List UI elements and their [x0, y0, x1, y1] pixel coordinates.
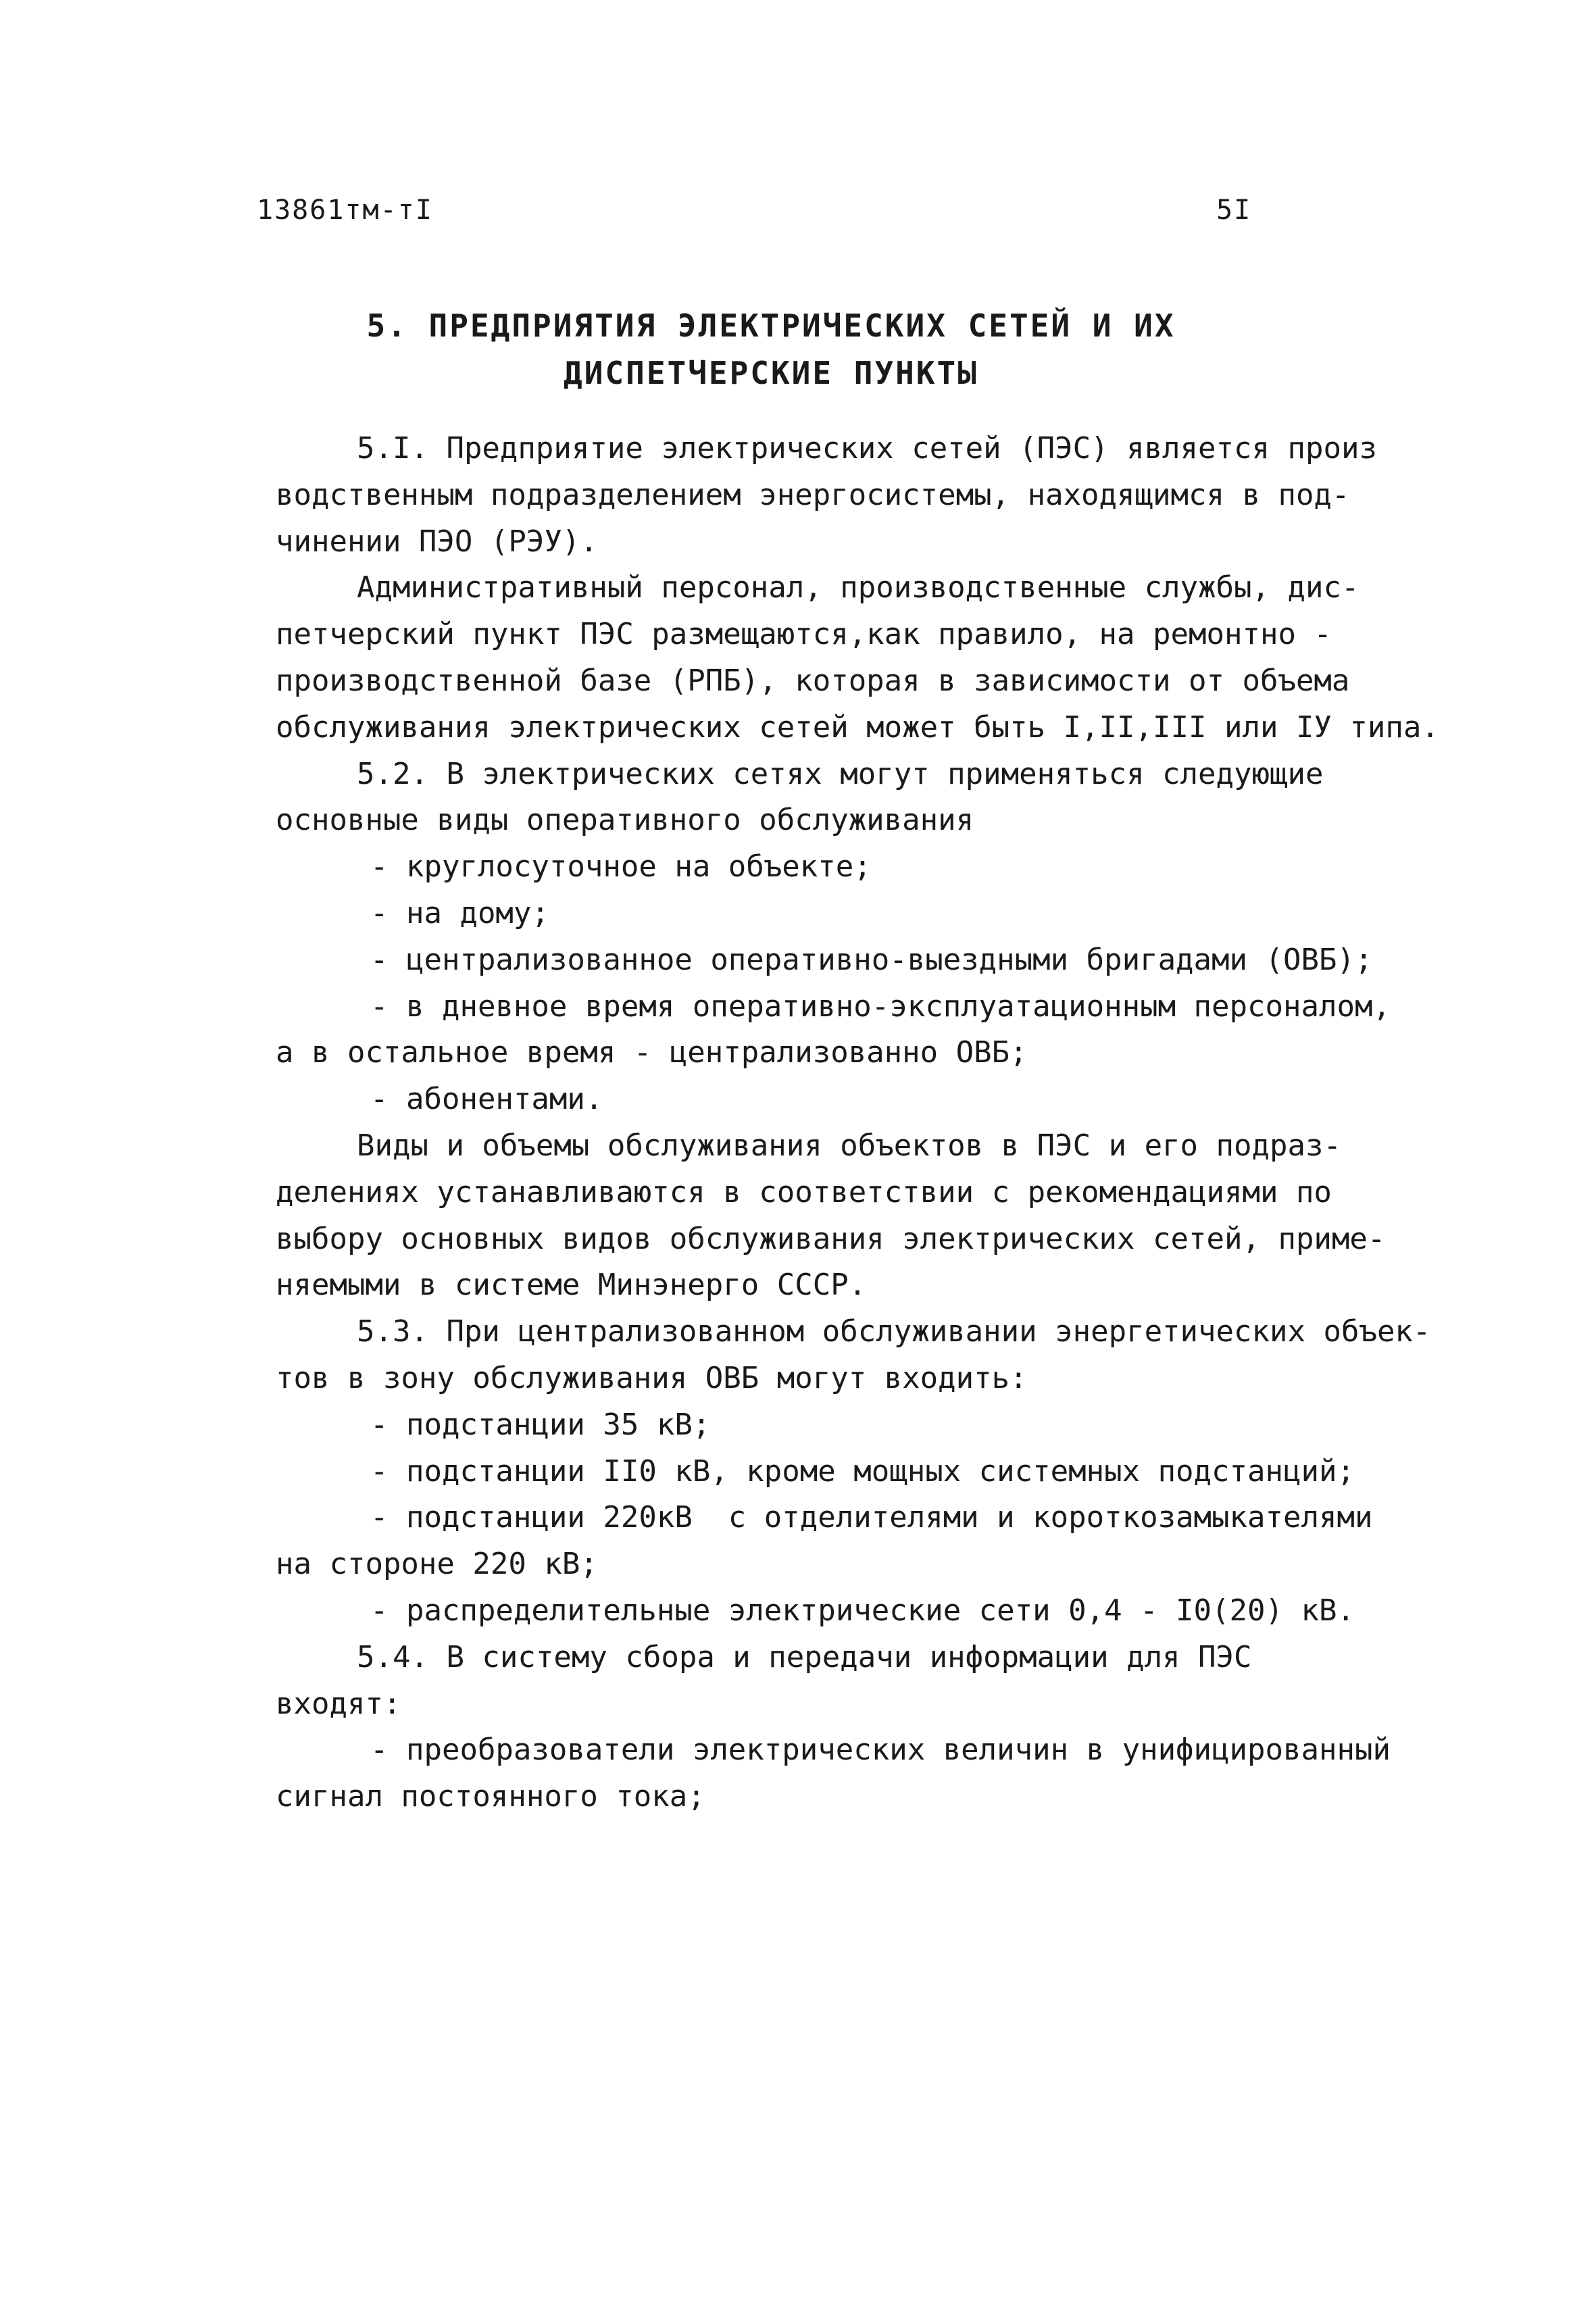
- list-item: - централизованное оперативно-выездными бригадами (ОВБ);: [370, 942, 1373, 977]
- paragraph-line: выбору основных видов обслуживания электрических сетей, приме-: [276, 1221, 1386, 1256]
- paragraph-line: тов в зону обслуживания ОВБ могут входить:: [276, 1360, 1028, 1395]
- paragraph-line: 5.4. В систему сбора и передачи информации для ПЭС: [357, 1639, 1252, 1674]
- paragraph-line: 5.I. Предприятие электрических сетей (ПЭС) является произ: [357, 431, 1377, 466]
- paragraph-line: на стороне 220 кВ;: [276, 1547, 598, 1582]
- paragraph-line: основные виды оперативного обслуживания: [276, 803, 974, 838]
- paragraph-line: няемыми в системе Минэнерго СССР.: [276, 1268, 867, 1303]
- body-text: [276, 426, 1438, 1820]
- page-number: 5I: [1216, 195, 1252, 226]
- paragraph-line: а в остальное время - централизованно ОВБ;: [276, 1035, 1028, 1070]
- paragraph-line: Виды и объемы обслуживания объектов в ПЭС и его подраз-: [357, 1128, 1341, 1163]
- list-item: - круглосуточное на объекте;: [370, 849, 872, 885]
- paragraph-line: Административный персонал, производственные службы, дис-: [357, 570, 1360, 605]
- list-item: - преобразователи электрических величин в унифицированный: [370, 1733, 1391, 1768]
- list-item: - распределительные электрические сети 0,4 - I0(20) кВ.: [370, 1593, 1355, 1628]
- list-item: - подстанции 35 кВ;: [370, 1407, 711, 1442]
- list-item: - абонентами.: [370, 1082, 603, 1117]
- list-item: - подстанции 220кВ с отделителями и короткозамыкателями: [370, 1500, 1373, 1535]
- paragraph-line: входят:: [276, 1686, 401, 1721]
- paragraph-line: 5.3. При централизованном обслуживании энергетических объек-: [357, 1314, 1431, 1349]
- paragraph-line: сигнал постоянного тока;: [276, 1779, 705, 1814]
- document-code: 13861тм-тI: [257, 195, 433, 226]
- list-item: - в дневное время оперативно-эксплуатационным персоналом,: [370, 989, 1391, 1024]
- paragraph-line: чинении ПЭО (РЭУ).: [276, 524, 598, 559]
- section-title-line-1: 5. ПРЕДПРИЯТИЯ ЭЛЕКТРИЧЕСКИХ СЕТЕЙ И ИХ: [366, 307, 1176, 344]
- list-item: - на дому;: [370, 895, 549, 930]
- section-title-line-2: ДИСПЕТЧЕРСКИЕ ПУНКТЫ: [564, 355, 978, 391]
- paragraph-line: водственным подразделением энергосистемы, находящимся в под-: [276, 477, 1350, 512]
- paragraph-line: производственной базе (РПБ), которая в зависимости от объема: [276, 663, 1350, 698]
- paragraph-line: делениях устанавливаются в соответствии с рекомендациями по: [276, 1174, 1332, 1210]
- paragraph-line: обслуживания электрических сетей может быть I,II,III или IУ типа.: [276, 710, 1439, 745]
- paragraph-line: петчерский пункт ПЭС размещаются,как правило, на ремонтно -: [276, 617, 1332, 652]
- list-item: - подстанции II0 кВ, кроме мощных системных подстанций;: [370, 1453, 1355, 1489]
- paragraph-line: 5.2. В электрических сетях могут применяться следующие: [357, 756, 1324, 791]
